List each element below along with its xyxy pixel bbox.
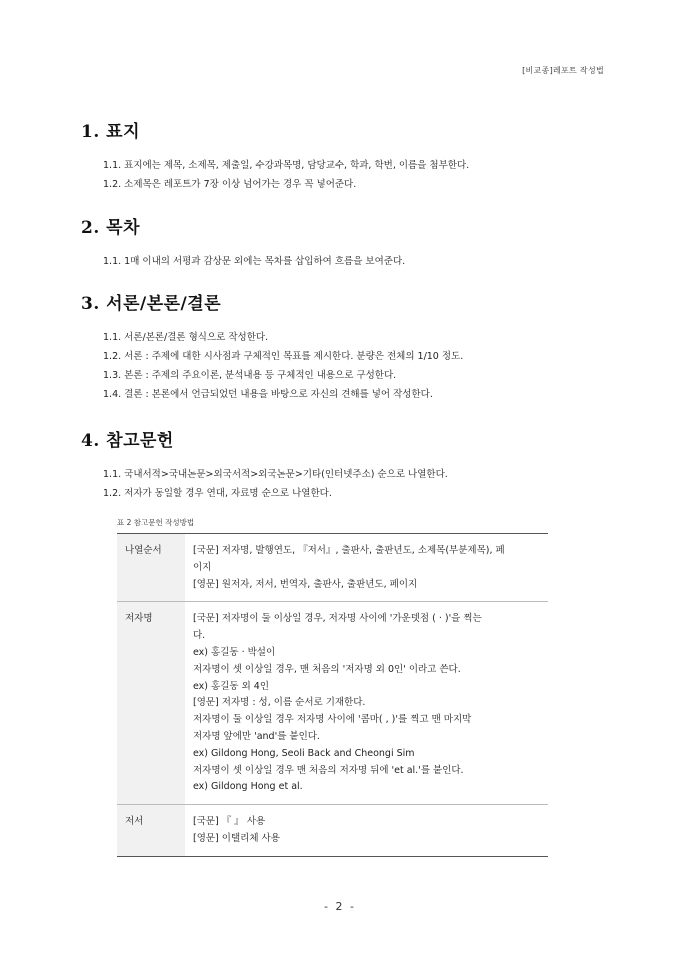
table-row: [117, 805, 548, 857]
section-title: 1. 표지: [81, 122, 141, 142]
section-structure: [81, 289, 463, 404]
row-line: [국문] 『 』 사용: [193, 816, 266, 828]
list-item: 1.4. 결론 : 본론에서 언급되었던 내용을 바탕으로 자신의 견해를 넣어 작성한다.: [103, 389, 433, 400]
row-key: 나열순서: [117, 534, 185, 602]
section-references: [81, 426, 448, 503]
row-line: 다.: [193, 630, 206, 642]
row-line: ex) Gildong Hong et al.: [193, 781, 303, 793]
page-number: - 2 -: [324, 900, 356, 913]
row-line: ex) Gildong Hong, Seoli Back and Cheongi Sim: [193, 747, 415, 759]
list-item: 1.2. 서론 : 주제에 대한 시사점과 구체적인 목표를 제시한다. 분량은 전체의 1/10 정도.: [103, 351, 464, 362]
section-title: 4. 참고문헌: [81, 431, 174, 451]
list-item: 1.1. 서론/본론/결론 형식으로 작성한다.: [103, 332, 269, 343]
list-item: 1.3. 본론 : 주제의 주요이론, 분석내용 등 구체적인 내용으로 구성한다.: [103, 370, 397, 381]
row-line: [영문] 원저자, 저서, 번역자, 출판사, 출판년도, 페이지: [193, 578, 418, 590]
list-item: 1.1. 국내서적>국내논문>외국서적>외국논문>기타(인터넷주소) 순으로 나열한다.: [103, 469, 448, 480]
row-value: [185, 805, 548, 857]
section-title: 2. 목차: [81, 218, 141, 238]
row-value: [185, 602, 548, 805]
list-item: 1.2. 소제목은 레포트가 7장 이상 넘어가는 경우 꼭 넣어준다.: [103, 179, 357, 190]
section-title: 3. 서론/본론/결론: [81, 294, 222, 314]
section-toc: [81, 213, 405, 271]
reference-table: [117, 533, 548, 857]
row-line: [국문] 저자명, 발행연도, 『저서』, 출판사, 출판년도, 소제목(부분제목), 페: [193, 545, 505, 556]
row-line: 저자명이 셋 이상일 경우 맨 처음의 저자명 뒤에 'et al.'를 붙인다.: [193, 764, 464, 776]
table-row: [117, 534, 548, 602]
list-item: 1.1. 1매 이내의 서평과 감상문 외에는 목차를 삽입하여 흐름을 보여준다.: [103, 256, 406, 267]
row-key: 저서: [117, 805, 185, 857]
row-line: ex) 홍길동 외 4인: [193, 680, 269, 692]
running-header: [비교종]레포트 작성법: [522, 66, 604, 75]
row-line: [국문] 저자명이 둘 이상일 경우, 저자명 사이에 '가운뎃점 ( · )'을 찍는: [193, 613, 482, 625]
row-line: [영문] 이탤리체 사용: [193, 832, 280, 844]
list-item: 1.1. 표지에는 제목, 소제목, 제출일, 수강과목명, 담당교수, 학과, 학번, 이름을 첨부한다.: [103, 160, 470, 171]
list-item: 1.2. 저자가 동일할 경우 연대, 자료명 순으로 나열한다.: [103, 488, 332, 499]
row-line: 저자명이 둘 이상일 경우 저자명 사이에 '콤마( , )'를 찍고 맨 마지막: [193, 714, 472, 726]
row-key: 저자명: [117, 602, 185, 805]
row-line: ex) 홍길동 · 박설이: [193, 646, 276, 658]
section-cover: [81, 117, 469, 194]
row-line: 저자명 앞에만 'and'를 붙인다.: [193, 730, 320, 742]
row-line: 이지: [193, 561, 212, 573]
table-caption: 표 2 참고문헌 작성방법: [117, 518, 195, 527]
table-row: [117, 602, 548, 805]
row-line: [영문] 저자명 : 성, 이름 순서로 기재한다.: [193, 697, 366, 709]
row-line: 저자명이 셋 이상일 경우, 맨 처음의 '저자명 외 0인' 이라고 쓴다.: [193, 663, 461, 675]
row-value: [185, 534, 548, 602]
